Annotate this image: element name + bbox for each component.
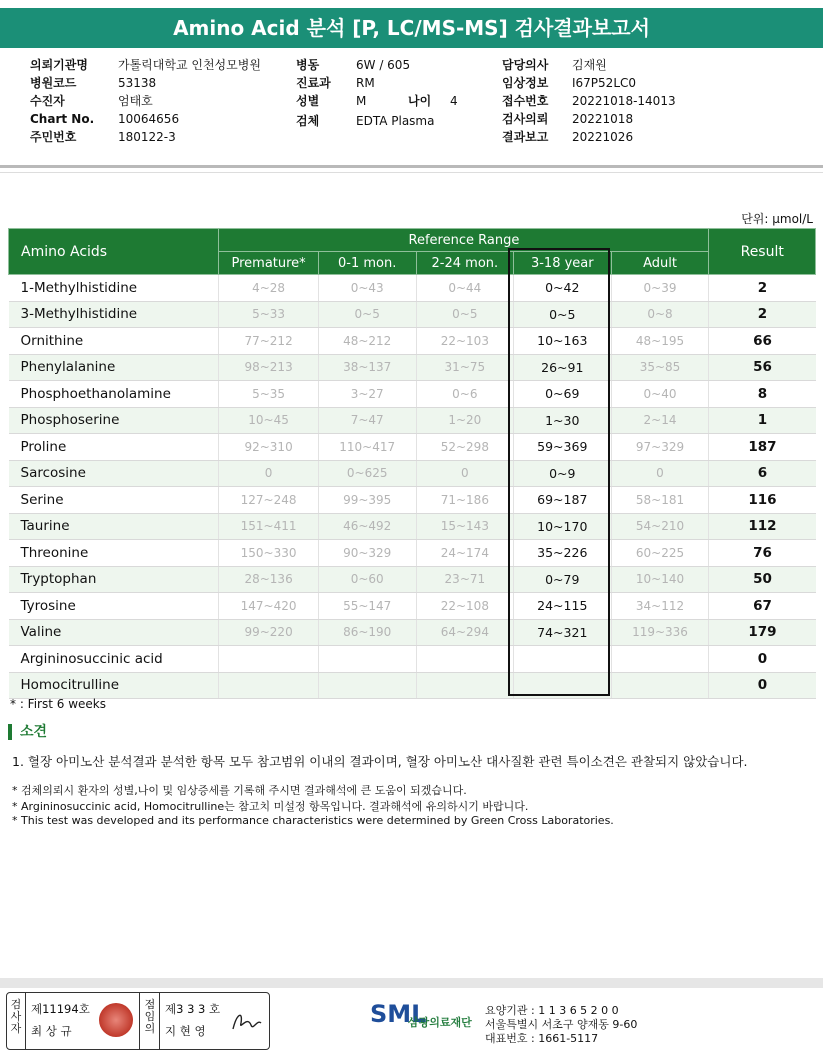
footer-line: 요양기관 : 1 1 3 6 5 2 0 0 — [485, 1004, 619, 1017]
reference-range-cell: 28~136 — [219, 566, 318, 593]
header-result: Result — [709, 229, 816, 275]
subheader-4: Adult — [611, 252, 709, 275]
reference-range-cell: 46~492 — [318, 513, 416, 540]
info-value: I67P52LC0 — [572, 76, 637, 90]
reference-range-cell: 0~39 — [611, 275, 709, 302]
result-cell: 116 — [709, 487, 816, 514]
amino-acid-name: Serine — [9, 487, 219, 514]
reference-range-cell: 0~5 — [318, 301, 416, 328]
footer-line: 대표번호 : 1661-5117 — [485, 1032, 599, 1045]
divider — [0, 165, 823, 168]
info-label: 담당의사 — [502, 58, 549, 72]
result-cell: 2 — [709, 275, 816, 302]
result-cell: 56 — [709, 354, 816, 381]
reference-range-cell: 2~14 — [611, 407, 709, 434]
info-value: 김재원 — [572, 58, 607, 72]
signer-1: 최 상 규 — [31, 1024, 72, 1038]
age-value: 4 — [450, 94, 458, 108]
amino-acid-name: Ornithine — [9, 328, 219, 355]
amino-acid-name: Tyrosine — [9, 593, 219, 620]
result-cell: 112 — [709, 513, 816, 540]
info-value: 엄태호 — [118, 94, 153, 108]
result-cell: 0 — [709, 646, 816, 673]
reference-range-cell: 60~225 — [611, 540, 709, 567]
header-amino-acids: Amino Acids — [9, 229, 219, 275]
footnote: * : First 6 weeks — [10, 697, 106, 711]
report-title: Amino Acid 분석 [P, LC/MS-MS] 검사결과보고서 — [0, 8, 823, 48]
amino-acid-name: Homocitrulline — [9, 672, 219, 699]
header-reference-range: Reference Range — [219, 229, 709, 252]
reference-range-cell: 97~329 — [611, 434, 709, 461]
info-label: 접수번호 — [502, 94, 549, 108]
result-cell: 187 — [709, 434, 816, 461]
divider — [0, 172, 823, 173]
reference-range-cell — [514, 672, 612, 699]
reference-range-cell: 0~5 — [514, 301, 612, 328]
reference-range-cell: 69~187 — [514, 487, 612, 514]
reference-range-cell: 90~329 — [318, 540, 416, 567]
info-value: 6W / 605 — [356, 58, 411, 72]
result-cell: 0 — [709, 672, 816, 699]
amino-acid-name: Tryptophan — [9, 566, 219, 593]
amino-acid-name: Threonine — [9, 540, 219, 567]
age-label: 나이 — [408, 94, 432, 108]
reference-range-cell: 0~625 — [318, 460, 416, 487]
info-label: 의뢰기관명 — [30, 58, 88, 72]
reference-range-cell: 64~294 — [416, 619, 513, 646]
reference-range-cell: 38~137 — [318, 354, 416, 381]
reference-range-cell: 147~420 — [219, 593, 318, 620]
reference-range-cell — [416, 672, 513, 699]
opinion-note: * This test was developed and its performance characteristics were determined by Green Cross Laboratories. — [12, 814, 614, 827]
reference-range-cell: 23~71 — [416, 566, 513, 593]
table-row — [9, 646, 816, 673]
opinion-note: * Argininosuccinic acid, Homocitrulline는 참고치 미설정 항목입니다. 결과해석에 유의하시기 바랍니다. — [12, 800, 529, 813]
table-row — [9, 487, 816, 514]
result-cell: 50 — [709, 566, 816, 593]
reference-range-cell: 0~40 — [611, 381, 709, 408]
reference-range-cell: 99~220 — [219, 619, 318, 646]
reference-range-cell — [514, 646, 612, 673]
reference-range-cell: 24~174 — [416, 540, 513, 567]
info-value: 10064656 — [118, 112, 180, 126]
seal-icon — [99, 1003, 133, 1037]
info-label: 주민번호 — [30, 130, 77, 144]
reference-range-cell: 55~147 — [318, 593, 416, 620]
opinion-line: 1. 혈장 아미노산 분석결과 분석한 항목 모두 참고범위 이내의 결과이며, 혈장 아미노산 대사질환 관련 특이소견은 관찰되지 않았습니다. — [12, 754, 748, 769]
info-value: EDTA Plasma — [356, 114, 435, 128]
reference-range-cell: 74~321 — [514, 619, 612, 646]
reference-range-cell: 92~310 — [219, 434, 318, 461]
reference-range-cell — [611, 672, 709, 699]
result-cell: 8 — [709, 381, 816, 408]
info-label: 성별 — [296, 94, 320, 108]
reference-range-cell: 0~8 — [611, 301, 709, 328]
result-cell: 66 — [709, 328, 816, 355]
subheader-0: Premature* — [219, 252, 318, 275]
reference-range-cell: 0~9 — [514, 460, 612, 487]
subheader-2: 2-24 mon. — [416, 252, 513, 275]
reference-range-cell: 5~33 — [219, 301, 318, 328]
reference-range-cell: 5~35 — [219, 381, 318, 408]
info-label: 결과보고 — [502, 130, 549, 144]
reference-range-cell: 150~330 — [219, 540, 318, 567]
reference-range-cell: 98~213 — [219, 354, 318, 381]
sml-logo: SML — [370, 1000, 427, 1028]
info-value: 53138 — [118, 76, 157, 90]
info-value: RM — [356, 76, 375, 90]
amino-acid-name: Sarcosine — [9, 460, 219, 487]
table-row — [9, 381, 816, 408]
reference-range-cell: 0~44 — [416, 275, 513, 302]
opinion-heading: 소견 — [8, 724, 47, 740]
footer-line: 서울특별시 서초구 양재동 9-60 — [485, 1018, 638, 1031]
amino-acid-name: 3-Methylhistidine — [9, 301, 219, 328]
reference-range-cell: 0 — [416, 460, 513, 487]
table-row — [9, 354, 816, 381]
table-row — [9, 460, 816, 487]
reference-range-cell: 0~6 — [416, 381, 513, 408]
reference-range-cell: 0~43 — [318, 275, 416, 302]
reference-range-cell: 0 — [611, 460, 709, 487]
table-row — [9, 328, 816, 355]
reference-range-cell: 59~369 — [514, 434, 612, 461]
reference-range-cell: 34~112 — [611, 593, 709, 620]
opinion-note: * 검체의뢰시 환자의 성별,나이 및 임상증세를 기록해 주시면 결과해석에 큰 도움이 되겠습니다. — [12, 784, 467, 797]
info-label: 진료과 — [296, 76, 331, 90]
result-cell: 67 — [709, 593, 816, 620]
license-2: 제3 3 3 호 — [165, 1002, 221, 1016]
reference-range-cell: 31~75 — [416, 354, 513, 381]
table-row — [9, 434, 816, 461]
reference-range-cell: 0~69 — [514, 381, 612, 408]
reference-range-cell: 151~411 — [219, 513, 318, 540]
table-row — [9, 593, 816, 620]
info-label: Chart No. — [30, 112, 95, 126]
reference-range-cell: 26~91 — [514, 354, 612, 381]
info-label: 검체 — [296, 114, 320, 128]
reference-range-cell: 119~336 — [611, 619, 709, 646]
reference-range-cell: 24~115 — [514, 593, 612, 620]
reference-range-cell: 0 — [219, 460, 318, 487]
info-label: 병동 — [296, 58, 320, 72]
amino-acid-name: 1-Methylhistidine — [9, 275, 219, 302]
info-value: 180122-3 — [118, 130, 176, 144]
amino-acid-name: Phosphoethanolamine — [9, 381, 219, 408]
reference-range-cell: 22~108 — [416, 593, 513, 620]
reference-range-cell: 1~30 — [514, 407, 612, 434]
amino-acid-table — [8, 228, 816, 699]
license-1: 제11194호 — [31, 1002, 90, 1016]
table-row — [9, 540, 816, 567]
reference-range-cell: 127~248 — [219, 487, 318, 514]
reference-range-cell — [318, 672, 416, 699]
signature-role-1: 검사자 — [10, 998, 22, 1035]
subheader-3: 3-18 year — [514, 252, 612, 275]
result-cell: 179 — [709, 619, 816, 646]
reference-range-cell: 0~79 — [514, 566, 612, 593]
reference-range-cell: 7~47 — [318, 407, 416, 434]
result-cell: 2 — [709, 301, 816, 328]
info-label: 임상정보 — [502, 76, 549, 90]
result-cell: 1 — [709, 407, 816, 434]
amino-acid-name: Taurine — [9, 513, 219, 540]
amino-acid-name: Argininosuccinic acid — [9, 646, 219, 673]
reference-range-cell: 15~143 — [416, 513, 513, 540]
table-row — [9, 566, 816, 593]
signer-2: 지 현 영 — [165, 1024, 206, 1038]
reference-range-cell: 0~42 — [514, 275, 612, 302]
footer-divider — [0, 978, 823, 988]
reference-range-cell: 1~20 — [416, 407, 513, 434]
signature-box — [6, 992, 270, 1050]
signature-scribble-icon — [229, 1009, 263, 1035]
table-row — [9, 513, 816, 540]
reference-range-cell: 10~140 — [611, 566, 709, 593]
unit-label: 단위: µmol/L — [741, 212, 813, 226]
info-label: 검사의뢰 — [502, 112, 549, 126]
reference-range-cell: 22~103 — [416, 328, 513, 355]
subheader-1: 0-1 mon. — [318, 252, 416, 275]
info-value: 20221026 — [572, 130, 634, 144]
table-row — [9, 301, 816, 328]
reference-range-cell: 0~60 — [318, 566, 416, 593]
reference-range-cell — [219, 646, 318, 673]
reference-range-cell: 48~195 — [611, 328, 709, 355]
table-row — [9, 672, 816, 699]
reference-range-cell: 54~210 — [611, 513, 709, 540]
amino-acid-name: Proline — [9, 434, 219, 461]
amino-acid-name: Valine — [9, 619, 219, 646]
reference-range-cell: 48~212 — [318, 328, 416, 355]
reference-range-cell — [611, 646, 709, 673]
reference-range-cell — [416, 646, 513, 673]
info-value: 20221018 — [572, 112, 634, 126]
reference-range-cell: 10~163 — [514, 328, 612, 355]
table-row — [9, 407, 816, 434]
reference-range-cell: 35~226 — [514, 540, 612, 567]
info-value: 가톨릭대학교 인천성모병원 — [118, 58, 261, 72]
reference-range-cell: 110~417 — [318, 434, 416, 461]
reference-range-cell: 99~395 — [318, 487, 416, 514]
info-value: M — [356, 94, 367, 108]
reference-range-cell: 10~170 — [514, 513, 612, 540]
reference-range-cell — [318, 646, 416, 673]
reference-range-cell: 52~298 — [416, 434, 513, 461]
reference-range-cell: 35~85 — [611, 354, 709, 381]
reference-range-cell: 71~186 — [416, 487, 513, 514]
reference-range-cell — [219, 672, 318, 699]
signature-role-2: 점임의 — [144, 998, 156, 1035]
table-row — [9, 275, 816, 302]
reference-range-cell: 77~212 — [219, 328, 318, 355]
info-label: 수진자 — [30, 94, 65, 108]
amino-acid-name: Phenylalanine — [9, 354, 219, 381]
reference-range-cell: 58~181 — [611, 487, 709, 514]
result-cell: 6 — [709, 460, 816, 487]
info-label: 병원코드 — [30, 76, 77, 90]
reference-range-cell: 86~190 — [318, 619, 416, 646]
reference-range-cell: 4~28 — [219, 275, 318, 302]
reference-range-cell: 3~27 — [318, 381, 416, 408]
amino-acid-name: Phosphoserine — [9, 407, 219, 434]
logo-subtitle: 삼광의료재단 — [408, 1016, 472, 1029]
reference-range-cell: 10~45 — [219, 407, 318, 434]
result-cell: 76 — [709, 540, 816, 567]
info-value: 20221018-14013 — [572, 94, 676, 108]
table-row — [9, 619, 816, 646]
reference-range-cell: 0~5 — [416, 301, 513, 328]
